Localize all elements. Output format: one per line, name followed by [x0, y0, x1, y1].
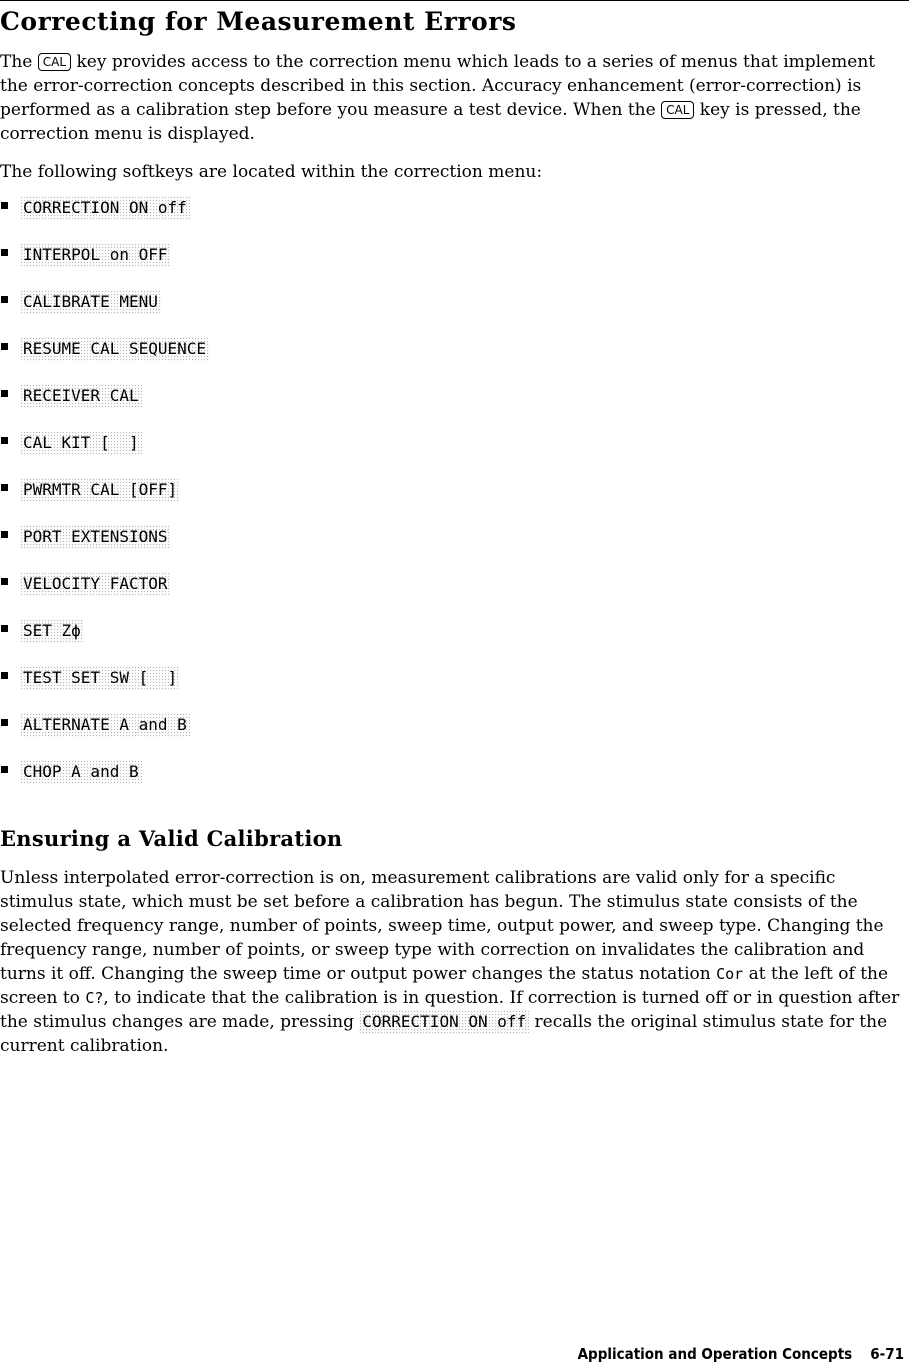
softkey-test-set-sw: TEST SET SW [ ] — [20, 666, 180, 690]
cal-key: CAL — [38, 53, 71, 71]
bullet-icon — [1, 766, 8, 773]
validity-text-2: at the left of the screen to — [0, 964, 889, 1008]
softkey-resume-cal-sequence: RESUME CAL SEQUENCE — [20, 337, 209, 361]
softkey-port-extensions: PORT EXTENSIONS — [20, 525, 171, 549]
softkey-interpol-on-off: INTERPOL on OFF — [20, 243, 171, 267]
bullet-icon — [1, 531, 8, 538]
section-title: Correcting for Measurement Errors — [0, 7, 517, 36]
bullet-icon — [1, 390, 8, 397]
status-notation-question: C? — [85, 989, 104, 1007]
bullet-icon — [1, 578, 8, 585]
softkey-correction-on-off: CORRECTION ON off — [20, 196, 190, 220]
intro-text-3: key is pressed, the correction menu is displayed. — [0, 100, 861, 144]
status-notation-cor: Cor — [716, 965, 744, 983]
bullet-icon — [1, 249, 8, 256]
bullet-icon — [1, 484, 8, 491]
footer-page-number: 6-71 — [870, 1345, 904, 1363]
softkey-alternate-a-and-b: ALTERNATE A and B — [20, 713, 190, 737]
softkey-pwrmtr-cal: PWRMTR CAL [OFF] — [20, 478, 180, 502]
validity-text-4: recalls the original stimulus state for the current calibration. — [0, 1012, 888, 1056]
subsection-title: Ensuring a Valid Calibration — [0, 826, 343, 851]
softkey-cal-kit: CAL KIT [ ] — [20, 431, 142, 455]
bullet-icon — [1, 202, 8, 209]
validity-paragraph — [0, 866, 900, 1058]
softkey-calibrate-menu: CALIBRATE MENU — [20, 290, 161, 314]
softkey-lead-in: The following softkeys are located within the correction menu: — [0, 162, 543, 182]
intro-text-1: The — [0, 52, 38, 72]
bullet-icon — [1, 719, 8, 726]
top-rule — [0, 0, 909, 1]
bullet-icon — [1, 672, 8, 679]
cal-key: CAL — [661, 101, 694, 119]
softkey-receiver-cal: RECEIVER CAL — [20, 384, 142, 408]
validity-text-3: , to indicate that the calibration is in question. If correction is turned off or in question after the stimulus changes are made, pressing — [0, 988, 900, 1032]
page-footer — [578, 1345, 904, 1363]
softkey-velocity-factor: VELOCITY FACTOR — [20, 572, 171, 596]
bullet-icon — [1, 296, 8, 303]
softkey-correction-on-off-inline: CORRECTION ON off — [359, 1010, 529, 1034]
softkey-set-z0: SET Zϕ — [20, 619, 84, 643]
softkey-chop-a-and-b: CHOP A and B — [20, 760, 142, 784]
bullet-icon — [1, 625, 8, 632]
intro-text-2: key provides access to the correction menu which leads to a series of menus that implement the error-correction concepts described in this section. Accuracy enhancement (error-correction) is performed as a calibration step before you measure a test device. When the — [0, 52, 876, 120]
footer-chapter-title: Application and Operation Concepts — [577, 1345, 853, 1363]
intro-paragraph — [0, 50, 900, 146]
validity-text-1: Unless interpolated error-correction is on, measurement calibrations are valid only for a specific stimulus state, which must be set before a calibration has begun. The stimulus state consists of the selected frequency range, number of points, sweep time, output power, and sweep type. Changing the frequency range, number of points, or sweep type with correction on invalidates the calibration and turns it off. Changing the sweep time or output power changes the status notation — [0, 868, 884, 984]
bullet-icon — [1, 437, 8, 444]
bullet-icon — [1, 343, 8, 350]
